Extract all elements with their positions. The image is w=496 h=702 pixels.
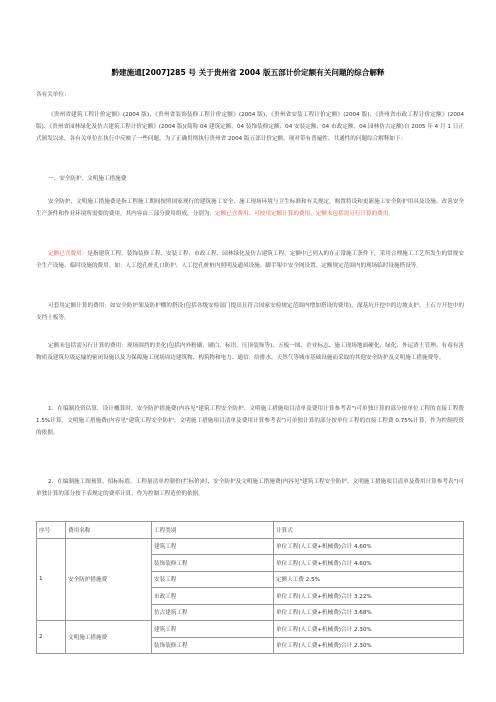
project-type-cell: 建筑工程	[152, 538, 274, 555]
formula-cell: 单位工程(人工费+机械费)合计 3.68%	[274, 604, 464, 621]
salutation: 各有关单位：	[36, 92, 70, 98]
intro-paragraph: 《贵州省建筑工程计价定额》(2004 版)、《贵州省装饰装修工程计价定额》(2004 版)、《贵州省安装工程计价定额》(2004 版)、《贵州省市政工程计价定额》(2004 版)、《贵州省园林绿化及仿古建筑工程计价定额》(2004 版)(简称 04 建筑定额、04 装饰装修定额、04 安装定额、04 市政定额、04 园林仿古定额)自 2005 年 4 月 1 日正式颁发以来，各有关单位在执行中反映了一些问题，为了正确贯彻执行贵州省 2004 版五部计价定额，现对带有普遍性、共通性的问题综合解释如下：	[36, 112, 464, 143]
project-type-cell: 装饰装修工程	[152, 637, 274, 654]
highlighted-cost-components: 定额已含费用、可按用定额计算的费用、定额未包括需另行计算的费用。	[215, 211, 395, 218]
included-costs-label: 定额已含费用：	[48, 251, 88, 257]
paragraph-rule-2: 2．在编制施工图预算、招标标底、工程量清单控制价(拦标价)时，安全防护及文明施工措施费(内容见"建筑工程安全防护、文明施工措施项目清单及费用计算参考表")可单独计算的部分按下表规定的费率计算，作为控制工程造价的依据。	[36, 479, 464, 498]
project-type-cell: 仿古建筑工程	[152, 604, 274, 621]
paragraph-safety-definition-text: 安全防护、文明施工措施费是指工程施工期间按照国家现行的建筑施工安全、施工现场环境与卫生标准和有关规定，购置将设和更新施工安全防护用具及设施、改善安全生产条件和作业环境所需要的费用。其内容由三部分费用组成，分别为：	[36, 199, 464, 218]
group-number: 1	[37, 538, 66, 621]
table-row	[37, 621, 464, 638]
header-number: 序号	[37, 522, 66, 539]
fee-rate-table	[36, 521, 464, 654]
document-title: 黔建施通[2007]285 号 关于贵州省 2004 版五部计价定额有关问题的综合解释	[111, 68, 385, 77]
project-type-cell: 市政工程	[152, 588, 274, 605]
group-number: 2	[37, 621, 66, 654]
formula-cell: 定额人工费 2.5%	[274, 571, 464, 588]
formula-cell: 单位工程(人工费+机械费)合计 4.60%	[274, 538, 464, 555]
formula-cell: 单位工程(人工费+机械费)合计 2.30%	[274, 621, 464, 638]
project-type-cell: 建筑工程	[152, 621, 274, 638]
formula-cell: 单位工程(人工费+机械费)合计 2.30%	[274, 637, 464, 654]
group-fee-name: 安全防护措施费	[66, 538, 152, 621]
paragraph-safety-definition	[36, 196, 464, 220]
formula-cell: 单位工程(人工费+机械费)合计 4.60%	[274, 555, 464, 572]
project-type-cell: 装饰装修工程	[152, 555, 274, 572]
table-row	[37, 538, 464, 555]
paragraph-applicable-costs: 可套用定额计算的费用：如安全防护架及防护棚的搭设(包括各级安检部门提出且符合国家安检规定范围内增加搭设的费用)，深基坑开挖中的边坡支护、土石方开挖中的支挡土板等。	[36, 303, 464, 322]
table-header-row	[37, 522, 464, 539]
header-fee-name: 费用名称	[66, 522, 152, 539]
paragraph-extra-costs: 定额未包括需另行计算的费用：现场围挡的美化(包括内外粉刷、刷白、标语、压顶装饰等)、五板一图、企业标志、施工现场地面硬化、绿化、外运渣土管理、有毒有害物质及建筑垃圾运输的密闭设施以及为保障施工现场周边建筑物、构筑物和电力、通信、给排水、天然气等城市基础设施而采取的其他安全防护及文明施工措施费等。	[36, 343, 464, 362]
project-type-cell: 安装工程	[152, 571, 274, 588]
header-formula: 计算式	[274, 522, 464, 539]
included-costs-text: 是指建筑工程、装饰装修工程、安装工程、市政工程、园林绿化及仿古建筑工程，定额中已列入的在正常施工条件下，采用合理施工工艺所发生的常规安全生产设施、临时设施的费用。如：人工挖孔桩孔口防护、人工挖孔桩桩内照明及通风设施、脚手架中安全网设置、定额规定范围内的现场临时设施搭设等。	[36, 251, 464, 270]
formula-cell: 单位工程(人工费+机械费)合计 3.22%	[274, 588, 464, 605]
paragraph-included-costs	[36, 248, 464, 272]
group-fee-name: 文明施工措施费	[66, 621, 152, 654]
paragraph-rule-1: 1．在编制投资估算、设计概算时，安全防护措施费(内容见"建筑工程安全防护、文明施工措施项目清单及费用计算参考表")可单独计算的部分按单位工程的直接工程费 1.5%计算，文明施工措施费(内容见"建筑工程安全防护、文明施工措施项目清单及费用计算参考表")可单独计算的部分按单位工程的直接工程费 0.75%计算，作为控制投资的依据。	[36, 406, 464, 437]
header-project-type: 工程类别	[152, 522, 274, 539]
section-heading-safety: 一、安全防护、文明施工措施费	[48, 176, 127, 182]
